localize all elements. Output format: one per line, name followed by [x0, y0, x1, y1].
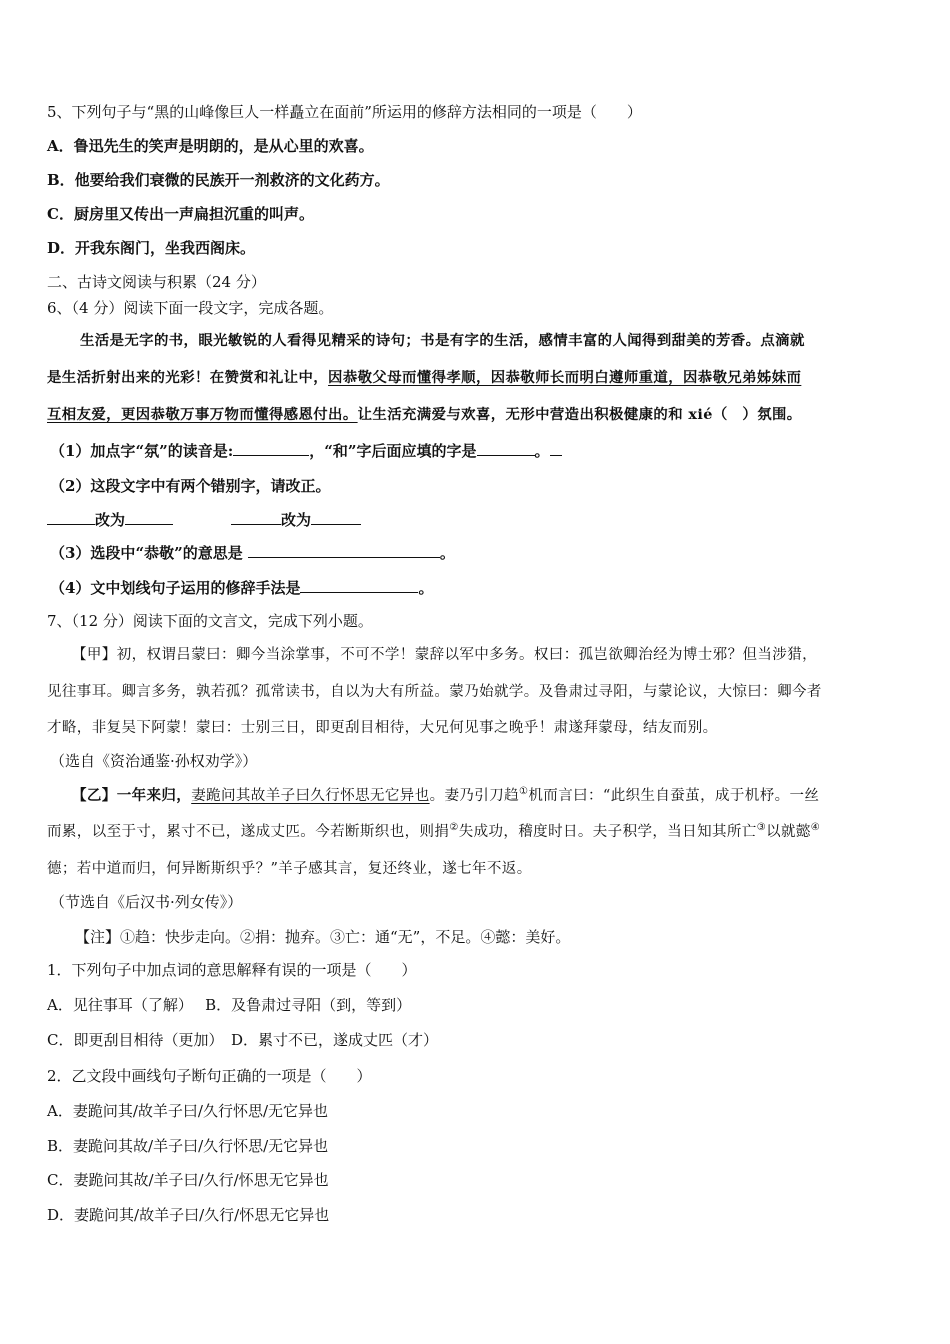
sq2-option-d: D．妻跪问其/故羊子曰/久行/怀思无它异也: [47, 1206, 330, 1224]
answer-blank-tail: [550, 441, 562, 456]
answer-blank[interactable]: [231, 510, 281, 525]
yi-text: 失成功，稽度时日。夫子积学，当日知其所亡: [458, 824, 757, 840]
sq1-options-row: C．即更刮目相待（更加） D．累寸不已，遂成丈匹（才）: [47, 1031, 439, 1049]
fix-label: 改为: [95, 511, 126, 529]
answer-blank[interactable]: [477, 441, 535, 456]
q5-option-c: C．厨房里又传出一声扁担沉重的叫声。: [47, 205, 314, 223]
yi-line: 德；若中道而归，何异断斯织乎？”羊子感其言，复还终业，遂七年不返。: [47, 861, 532, 877]
yi-line: [47, 822, 820, 842]
period: 。: [534, 442, 550, 460]
q6-sub2-fix-row: [47, 510, 361, 530]
fix-label: 改为: [281, 511, 312, 529]
sub1-prompt: （1）加点字“氛”的读音是:: [50, 442, 234, 460]
answer-blank[interactable]: [300, 578, 418, 593]
sub1-prompt-2: ，“和”字后面应填的字是: [309, 442, 477, 460]
yi-text: 而累，以至于寸，累寸不已，遂成丈匹。今若断斯织也，则捐: [47, 824, 450, 840]
section-title: 二、古诗文阅读与积累（24 分）: [47, 273, 266, 291]
jia-line: 见往事耳。卿言多务，孰若孤？孤常读书，自以为大有所益。蒙乃始就学。及鲁肃过寻阳，与蒙论议，大惊曰：卿今者: [47, 684, 822, 700]
yi-text: 机而言曰：“此织生自蚕茧，成于机杼。一丝: [528, 788, 820, 804]
q6-passage-line: [47, 368, 801, 388]
footnote-marker: ①: [519, 786, 529, 798]
yi-text: 【乙】一年来归，: [72, 787, 192, 804]
jia-line: 【甲】初，权谓吕蒙曰：卿今当涂掌事，不可不学！蒙辞以军中多务。权曰：孤岂欲卿治经为博士邪？但当涉猎，: [72, 647, 817, 663]
jia-line: 才略，非复吴下阿蒙！蒙曰：士别三日，即更刮目相待，大兄何见事之晚乎！肃遂拜蒙母，结友而别。: [47, 720, 718, 736]
q6-stem: 6、（4 分）阅读下面一段文字，完成各题。: [47, 299, 334, 317]
yi-text: 以就懿: [766, 824, 811, 840]
q7-stem: 7、（12 分）阅读下面的文言文，完成下列小题。: [47, 612, 373, 630]
passage-text: 让生活充满爱与欢喜，无形中营造出积极健康的和 xié（ ）氛围。: [357, 406, 802, 423]
answer-blank[interactable]: [233, 441, 309, 456]
yi-text: 。妻乃引刀趋: [429, 788, 520, 804]
sub3-prompt: （3）选段中“恭敬”的意思是: [50, 544, 248, 562]
q6-sub4: [50, 578, 433, 598]
q5-option-d: D．开我东阁门，坐我西阁床。: [47, 239, 256, 257]
underlined-sentence: 因恭敬父母而懂得孝顺，因恭敬师长而明白遵师重道，因恭敬兄弟姊妹而: [328, 369, 802, 386]
sq2-option-c: C．妻跪问其故/羊子曰/久行/怀思无它异也: [47, 1171, 329, 1189]
q6-sub3: [50, 543, 455, 563]
q5-stem: 5、下列句子与“黑的山峰像巨人一样矗立在面前”所运用的修辞方法相同的一项是（ ）: [47, 103, 642, 121]
answer-blank[interactable]: [47, 510, 95, 525]
yi-source: （节选自《后汉书·列女传》）: [50, 893, 243, 911]
q6-passage-line: [47, 405, 802, 425]
footnote-marker: ④: [810, 822, 821, 834]
sq1-options-row: A．见往事耳（了解） B．及鲁肃过寻阳（到，等到）: [47, 996, 412, 1014]
sq1-stem: 1．下列句子中加点词的意思解释有误的一项是（ ）: [47, 961, 417, 979]
period: 。: [418, 579, 434, 597]
sq2-stem: 2．乙文段中画线句子断句正确的一项是（ ）: [47, 1067, 372, 1085]
underlined-sentence: 妻跪问其故羊子曰久行怀思无它异也: [191, 788, 430, 804]
q6-sub2: （2）这段文字中有两个错别字，请改正。: [50, 477, 331, 495]
footnote-marker: ②: [449, 822, 459, 834]
underlined-sentence: 互相友爱，更因恭敬万事万物而懂得感恩付出。: [47, 406, 358, 423]
footnote-marker: ③: [756, 822, 767, 834]
answer-blank[interactable]: [248, 543, 440, 558]
jia-source: （选自《资治通鉴·孙权劝学》）: [50, 752, 258, 770]
annotation-note: 【注】①趋：快步走向。②捐：抛弃。③亡：通“无”，不足。④懿：美好。: [75, 928, 571, 946]
period: 。: [439, 544, 455, 562]
yi-line: [72, 786, 819, 806]
answer-blank[interactable]: [125, 510, 173, 525]
q5-option-a: A．鲁迅先生的笑声是明朗的，是从心里的欢喜。: [47, 137, 374, 155]
passage-text: 是生活折射出来的光彩！在赞赏和礼让中，: [47, 369, 329, 386]
q6-passage-line: 生活是无字的书，眼光敏锐的人看得见精采的诗句；书是有字的生活，感情丰富的人闻得到甜美的芳香。点滴就: [80, 332, 805, 349]
q5-option-b: B．他要给我们衰微的民族开一剂救济的文化药方。: [47, 171, 390, 189]
sub4-prompt: （4）文中划线句子运用的修辞手法是: [50, 579, 301, 597]
answer-blank[interactable]: [311, 510, 361, 525]
q6-sub1: [50, 441, 562, 461]
sq2-option-a: A．妻跪问其/故羊子曰/久行怀思/无它异也: [47, 1102, 328, 1120]
sq2-option-b: B．妻跪问其故/羊子曰/久行怀思/无它异也: [47, 1137, 329, 1155]
